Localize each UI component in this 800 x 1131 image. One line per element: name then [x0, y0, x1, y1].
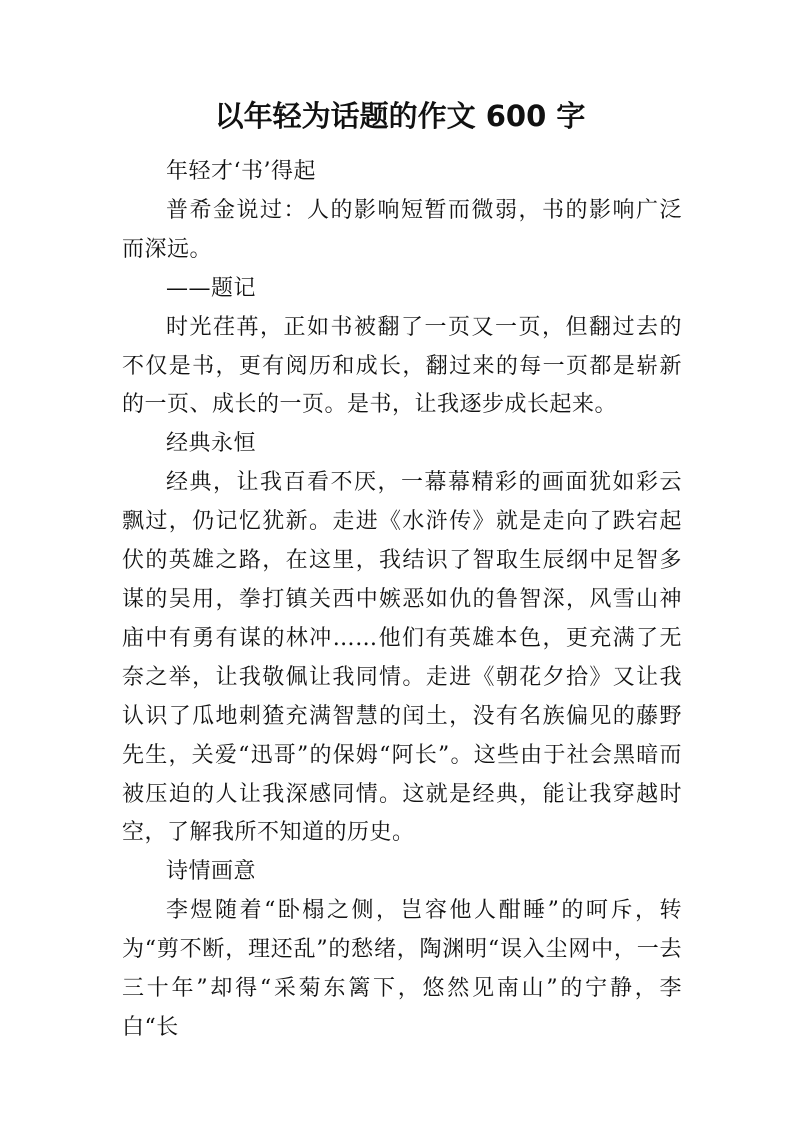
- epigraph-attribution: ——题记: [166, 275, 257, 301]
- body-paragraph: 时光荏苒，正如书被翻了一页又一页，但翻过去的不仅是书，更有阅历和成长，翻过来的每一页都是崭新的一页、成长的一页。是书，让我逐步成长起来。: [122, 314, 682, 418]
- document-title: 以年轻为话题的作文 600 字: [214, 99, 586, 133]
- section-heading-poetry: 诗情画意: [166, 859, 257, 885]
- document-body: [122, 153, 682, 1048]
- section-heading-classics: 经典永恒: [166, 431, 257, 457]
- epigraph-quote: 普希金说过：人的影响短暂而微弱，书的影响广泛而深远。: [122, 197, 682, 262]
- section-heading-youth-books: 年轻才‘书’得起: [166, 159, 316, 184]
- body-paragraph: 经典，让我百看不厌，一幕幕精彩的画面犹如彩云飘过，仍记忆犹新。走进《水浒传》就是走向了跌宕起伏的英雄之路，在这里，我结识了智取生辰纲中足智多谋的吴用，拳打镇关西中嫉恶如仇的鲁智深，风雪山神庙中有勇有谋的林冲……他们有英雄本色，更充满了无奈之举，让我敬佩让我同情。走进《朝花夕拾》又让我认识了瓜地刺猹充满智慧的闰土，没有名族偏见的藤野先生，关爱“迅哥”的保姆“阿长”。这些由于社会黑暗而被压迫的人让我深感同情。这就是经典，能让我穿越时空，了解我所不知道的历史。: [122, 470, 682, 846]
- body-paragraph: 李煜随着“卧榻之侧，岂容他人酣睡”的呵斥，转为“剪不断，理还乱”的愁绪，陶渊明“误入尘网中，一去三十年”却得“采菊东篱下，悠然见南山”的宁静，李白“长: [122, 898, 682, 1040]
